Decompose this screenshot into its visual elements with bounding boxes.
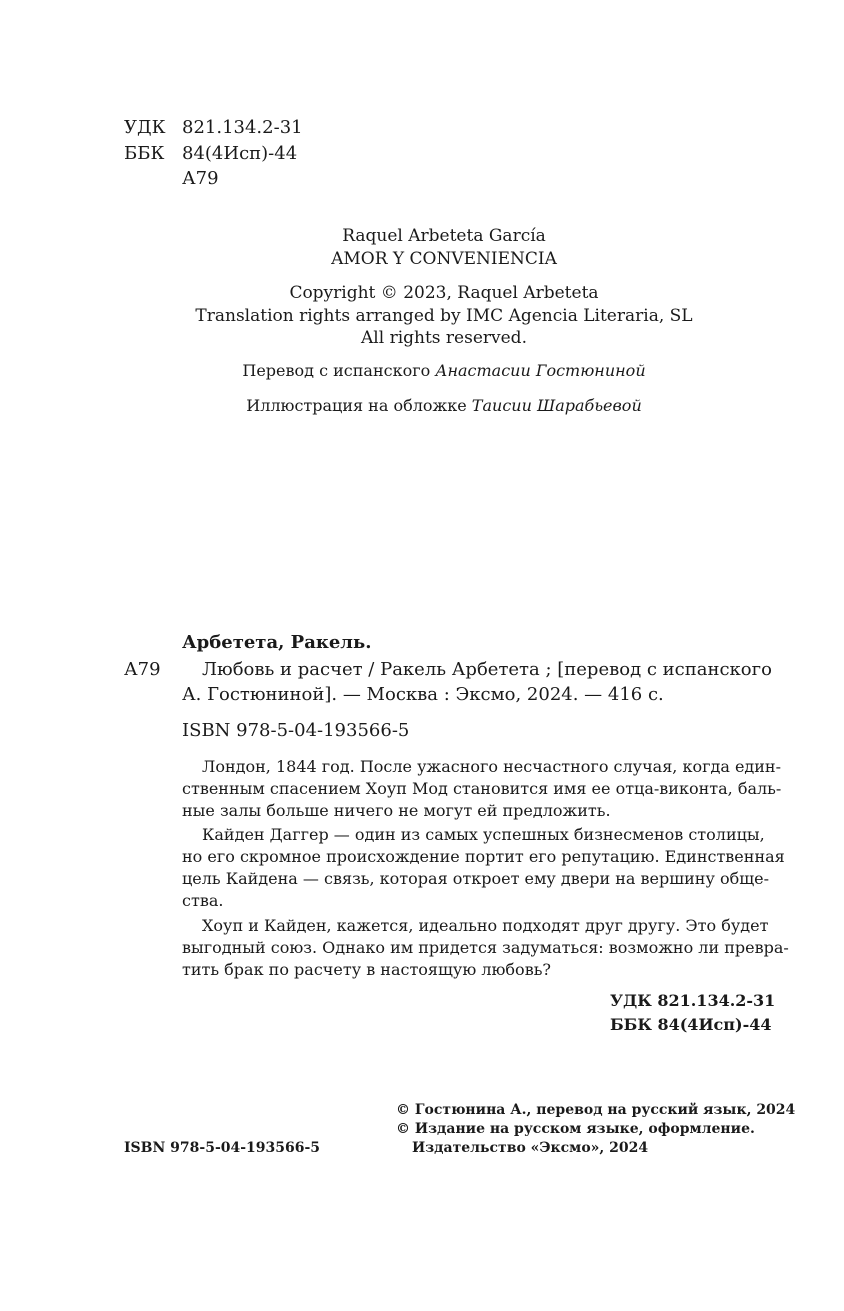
annotation-paragraph-3: [182, 915, 789, 981]
footer-copyright-3: Издательство «Эксмо», 2024: [412, 1140, 649, 1156]
rights-line: Translation rights arranged by IMC Agencia Literaria, SL: [195, 306, 693, 326]
annotation-line: Кайден Даггер — один из самых успешных бизнесменов столицы,: [202, 825, 765, 844]
codes-bbk: ББК 84(4Исп)-44: [610, 1015, 772, 1034]
reserved-line: All rights reserved.: [361, 328, 527, 348]
annotation-line: ства.: [182, 891, 224, 910]
annotation-line: но его скромное происхождение портит его репутацию. Единственная: [182, 847, 785, 866]
original-author: Raquel Arbeteta García: [342, 226, 546, 246]
footer-copyright-1: © Гостюнина А., перевод на русский язык, 2024: [396, 1102, 796, 1118]
record-line-1: Любовь и расчет / Ракель Арбетета ; [перевод с испанского: [202, 659, 772, 680]
footer-copyright-2: © Издание на русском языке, оформление.: [396, 1121, 755, 1137]
translation-credit: [0, 360, 844, 382]
annotation-paragraph-1: [182, 756, 782, 822]
footer-isbn: ISBN 978-5-04-193566-5: [124, 1140, 321, 1156]
udk-label: УДК: [124, 117, 166, 138]
annotation-line: ные залы больше ничего не могут ей предложить.: [182, 801, 611, 820]
original-title: AMOR Y CONVENIENCIA: [331, 249, 557, 269]
codes-udk: УДК 821.134.2-31: [610, 991, 776, 1010]
bbk-label: ББК: [124, 143, 165, 164]
annotation-line: тить брак по расчету в настоящую любовь?: [182, 960, 551, 979]
record-line-2: А. Гостюниной]. — Москва : Эксмо, 2024. — 416 с.: [182, 684, 664, 705]
translator-name: Анастасии Гостюниной: [435, 361, 646, 380]
record-mark: А79: [124, 659, 161, 680]
udk-value: 821.134.2-31: [182, 117, 303, 138]
illustrator-name: Таисии Шарабьевой: [471, 396, 642, 415]
annotation-line: Хоуп и Кайден, кажется, идеально подходят друг другу. Это будет: [202, 916, 769, 935]
illustration-credit: [0, 395, 844, 417]
translation-prefix: Перевод с испанского: [242, 361, 436, 380]
bbk-value: 84(4Исп)-44: [182, 143, 298, 164]
annotation-line: ственным спасением Хоуп Мод становится имя ее отца-виконта, баль-: [182, 779, 782, 798]
annotation-line: цель Кайдена — связь, которая откроет ему двери на вершину обще-: [182, 869, 769, 888]
record-heading: Арбетета, Ракель.: [182, 632, 372, 653]
annotation-line: выгодный союз. Однако им придется задуматься: возможно ли превра-: [182, 938, 789, 957]
annotation-line: Лондон, 1844 год. После ужасного несчастного случая, когда един-: [202, 757, 781, 776]
annotation-paragraph-2: [182, 824, 785, 912]
record-isbn: ISBN 978-5-04-193566-5: [182, 720, 410, 741]
copyright-line: Copyright © 2023, Raquel Arbeteta: [289, 283, 599, 303]
author-mark: А79: [182, 168, 219, 189]
illustration-prefix: Иллюстрация на обложке: [246, 396, 472, 415]
